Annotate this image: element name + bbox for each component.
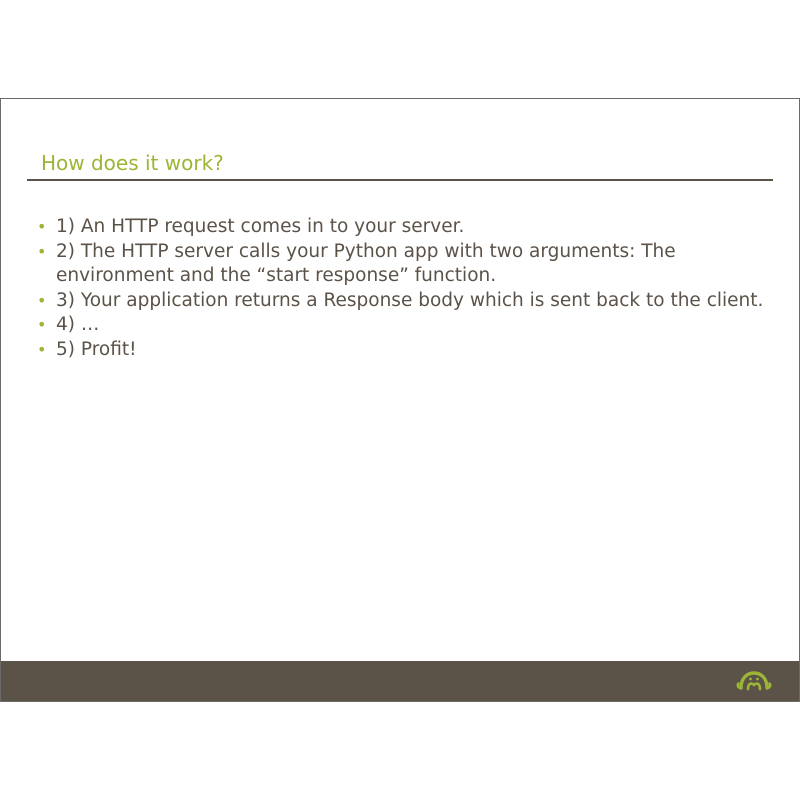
bullet-list [37,215,767,362]
bullet-dot-icon: • [37,339,47,359]
bullet-dot-icon: • [37,315,47,334]
bullet-item [37,215,767,240]
footer-bar [1,661,799,701]
bullet-item [37,240,767,289]
bullet-text: 3) Your application returns a Response body which is sent back to the client. [56,289,764,311]
slide-title: How does it work? [41,151,224,175]
slide [0,98,800,702]
bullet-text: 5) Profit! [56,338,137,360]
bullet-dot-icon: • [37,241,47,261]
bullet-dot-icon: • [37,217,47,236]
bullet-item [37,313,767,338]
bullet-text: 1) An HTTP request comes in to your server. [56,216,465,237]
title-divider [27,179,773,181]
bullet-item [37,338,767,363]
bullet-dot-icon: • [37,290,47,310]
bullet-text: 2) The HTTP server calls your Python app with two arguments: The environment and the “start response” function. [56,240,676,286]
monkey-logo-icon [735,670,773,694]
bullet-item [37,289,767,314]
bullet-text: 4) … [56,314,100,335]
